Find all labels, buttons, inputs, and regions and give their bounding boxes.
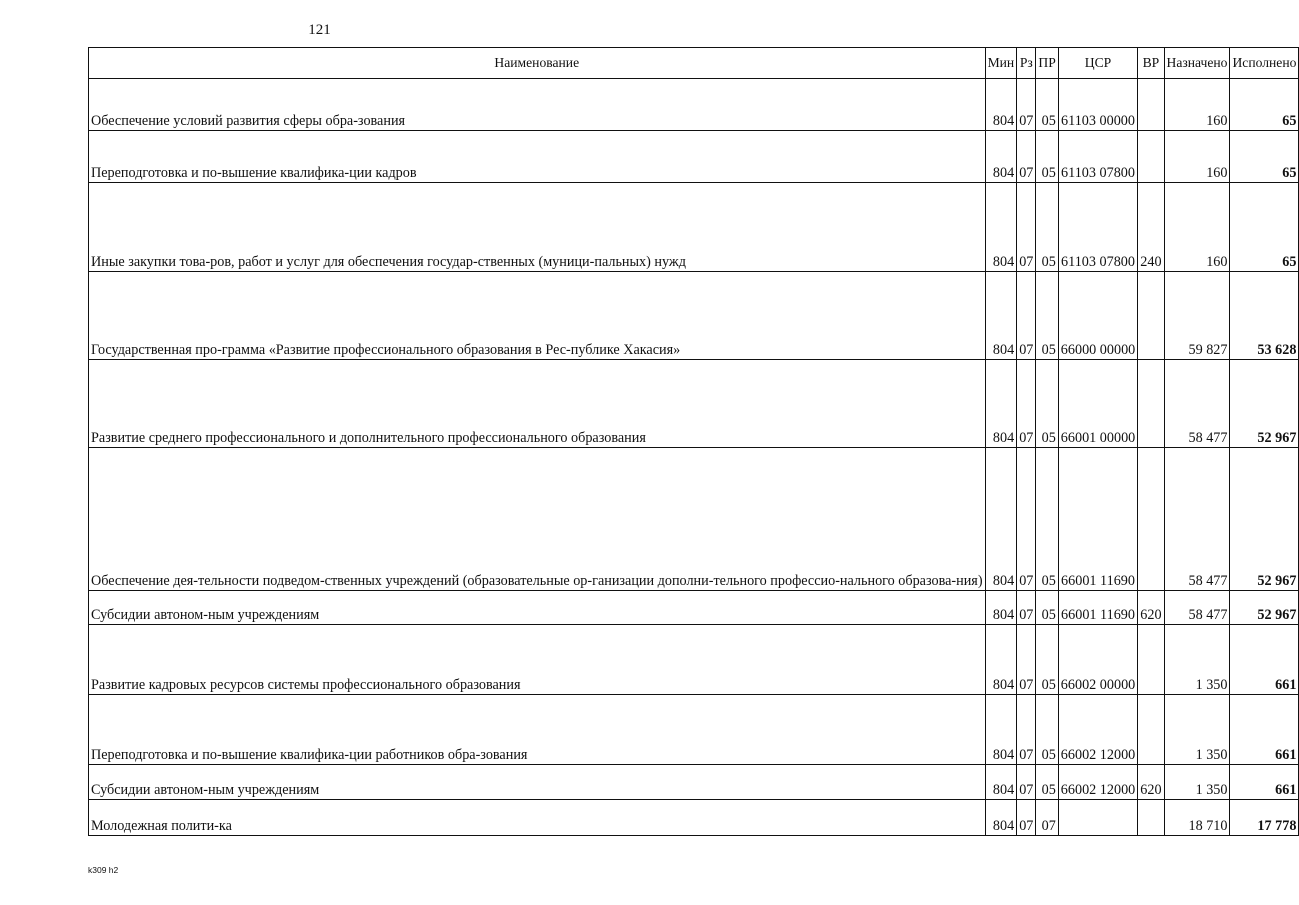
table-header-row <box>89 48 1299 79</box>
row-vr <box>1138 800 1164 836</box>
row-assigned: 1 350 <box>1164 625 1230 695</box>
row-min: 804 <box>985 625 1017 695</box>
row-rz: 07 <box>1017 800 1036 836</box>
row-vr: 620 <box>1138 765 1164 800</box>
row-vr: 620 <box>1138 591 1164 625</box>
row-vr <box>1138 448 1164 591</box>
row-name: Развитие кадровых ресурсов системы профессионального образования <box>89 625 986 695</box>
table-row <box>89 272 1299 360</box>
row-assigned: 160 <box>1164 79 1230 131</box>
row-pr: 05 <box>1036 591 1058 625</box>
row-min: 804 <box>985 79 1017 131</box>
row-csr <box>1058 800 1137 836</box>
table-row <box>89 360 1299 448</box>
row-assigned: 59 827 <box>1164 272 1230 360</box>
row-csr: 61103 07800 <box>1058 183 1137 272</box>
row-csr: 66002 12000 <box>1058 765 1137 800</box>
header-vr: ВР <box>1138 48 1164 79</box>
row-assigned: 1 350 <box>1164 765 1230 800</box>
table-row <box>89 765 1299 800</box>
budget-table <box>88 47 1299 836</box>
table-row <box>89 131 1299 183</box>
page-number: 121 <box>308 22 331 38</box>
row-csr: 66001 11690 <box>1058 591 1137 625</box>
row-executed: 661 <box>1230 625 1299 695</box>
row-name: Государственная про-грамма «Развитие профессионального образования в Рес-публике Хакасия» <box>89 272 986 360</box>
row-min: 804 <box>985 591 1017 625</box>
row-pr: 05 <box>1036 765 1058 800</box>
row-pr: 05 <box>1036 625 1058 695</box>
row-vr <box>1138 272 1164 360</box>
table-row <box>89 183 1299 272</box>
row-assigned: 58 477 <box>1164 591 1230 625</box>
row-pr: 05 <box>1036 131 1058 183</box>
table-row <box>89 800 1299 836</box>
row-executed: 52 967 <box>1230 591 1299 625</box>
row-min: 804 <box>985 448 1017 591</box>
row-csr: 66001 00000 <box>1058 360 1137 448</box>
header-pr: ПР <box>1036 48 1058 79</box>
row-executed: 52 967 <box>1230 360 1299 448</box>
row-name: Иные закупки това-ров, работ и услуг для обеспечения государ-ственных (муници-пальных) нужд <box>89 183 986 272</box>
row-csr: 66001 11690 <box>1058 448 1137 591</box>
row-executed: 661 <box>1230 765 1299 800</box>
row-vr <box>1138 79 1164 131</box>
row-rz: 07 <box>1017 448 1036 591</box>
row-csr: 66002 00000 <box>1058 625 1137 695</box>
row-rz: 07 <box>1017 131 1036 183</box>
row-name: Обеспечение дея-тельности подведом-ственных учреждений (образовательные ор-ганизации дополни-тельного профессио-нального образова-ния) <box>89 448 986 591</box>
footer-code: k309 h2 <box>88 865 119 875</box>
row-csr: 61103 07800 <box>1058 131 1137 183</box>
row-vr <box>1138 625 1164 695</box>
row-rz: 07 <box>1017 79 1036 131</box>
header-csr: ЦСР <box>1058 48 1137 79</box>
row-assigned: 58 477 <box>1164 360 1230 448</box>
table-row <box>89 79 1299 131</box>
row-pr: 05 <box>1036 79 1058 131</box>
row-executed: 65 <box>1230 131 1299 183</box>
table-row <box>89 591 1299 625</box>
header-rz: Рз <box>1017 48 1036 79</box>
row-min: 804 <box>985 183 1017 272</box>
row-csr: 66000 00000 <box>1058 272 1137 360</box>
row-rz: 07 <box>1017 695 1036 765</box>
row-name: Обеспечение условий развития сферы обра-зования <box>89 79 986 131</box>
row-pr: 07 <box>1036 800 1058 836</box>
row-vr <box>1138 360 1164 448</box>
row-pr: 05 <box>1036 183 1058 272</box>
row-executed: 17 778 <box>1230 800 1299 836</box>
row-vr: 240 <box>1138 183 1164 272</box>
row-pr: 05 <box>1036 448 1058 591</box>
row-name: Развитие среднего профессионального и дополнительного профессионального образования <box>89 360 986 448</box>
row-executed: 52 967 <box>1230 448 1299 591</box>
row-name: Субсидии автоном-ным учреждениям <box>89 765 986 800</box>
row-pr: 05 <box>1036 360 1058 448</box>
row-name: Молодежная полити-ка <box>89 800 986 836</box>
header-name: Наименование <box>89 48 986 79</box>
row-pr: 05 <box>1036 272 1058 360</box>
row-rz: 07 <box>1017 591 1036 625</box>
row-min: 804 <box>985 765 1017 800</box>
row-executed: 65 <box>1230 79 1299 131</box>
row-rz: 07 <box>1017 765 1036 800</box>
row-min: 804 <box>985 360 1017 448</box>
row-name: Переподготовка и по-вышение квалифика-ции работников обра-зования <box>89 695 986 765</box>
row-assigned: 160 <box>1164 131 1230 183</box>
header-executed: Исполнено <box>1230 48 1299 79</box>
row-assigned: 58 477 <box>1164 448 1230 591</box>
row-min: 804 <box>985 272 1017 360</box>
table-row <box>89 448 1299 591</box>
row-assigned: 18 710 <box>1164 800 1230 836</box>
row-csr: 66002 12000 <box>1058 695 1137 765</box>
row-executed: 65 <box>1230 183 1299 272</box>
row-csr: 61103 00000 <box>1058 79 1137 131</box>
row-pr: 05 <box>1036 695 1058 765</box>
row-min: 804 <box>985 800 1017 836</box>
row-rz: 07 <box>1017 183 1036 272</box>
row-name: Субсидии автоном-ным учреждениям <box>89 591 986 625</box>
header-min: Мин <box>985 48 1017 79</box>
row-min: 804 <box>985 131 1017 183</box>
table-row <box>89 695 1299 765</box>
row-assigned: 1 350 <box>1164 695 1230 765</box>
table-row <box>89 625 1299 695</box>
row-name: Переподготовка и по-вышение квалифика-ции кадров <box>89 131 986 183</box>
header-assigned: Назначено <box>1164 48 1230 79</box>
row-rz: 07 <box>1017 272 1036 360</box>
row-assigned: 160 <box>1164 183 1230 272</box>
row-executed: 53 628 <box>1230 272 1299 360</box>
row-vr <box>1138 131 1164 183</box>
row-rz: 07 <box>1017 360 1036 448</box>
row-vr <box>1138 695 1164 765</box>
row-min: 804 <box>985 695 1017 765</box>
row-executed: 661 <box>1230 695 1299 765</box>
row-rz: 07 <box>1017 625 1036 695</box>
